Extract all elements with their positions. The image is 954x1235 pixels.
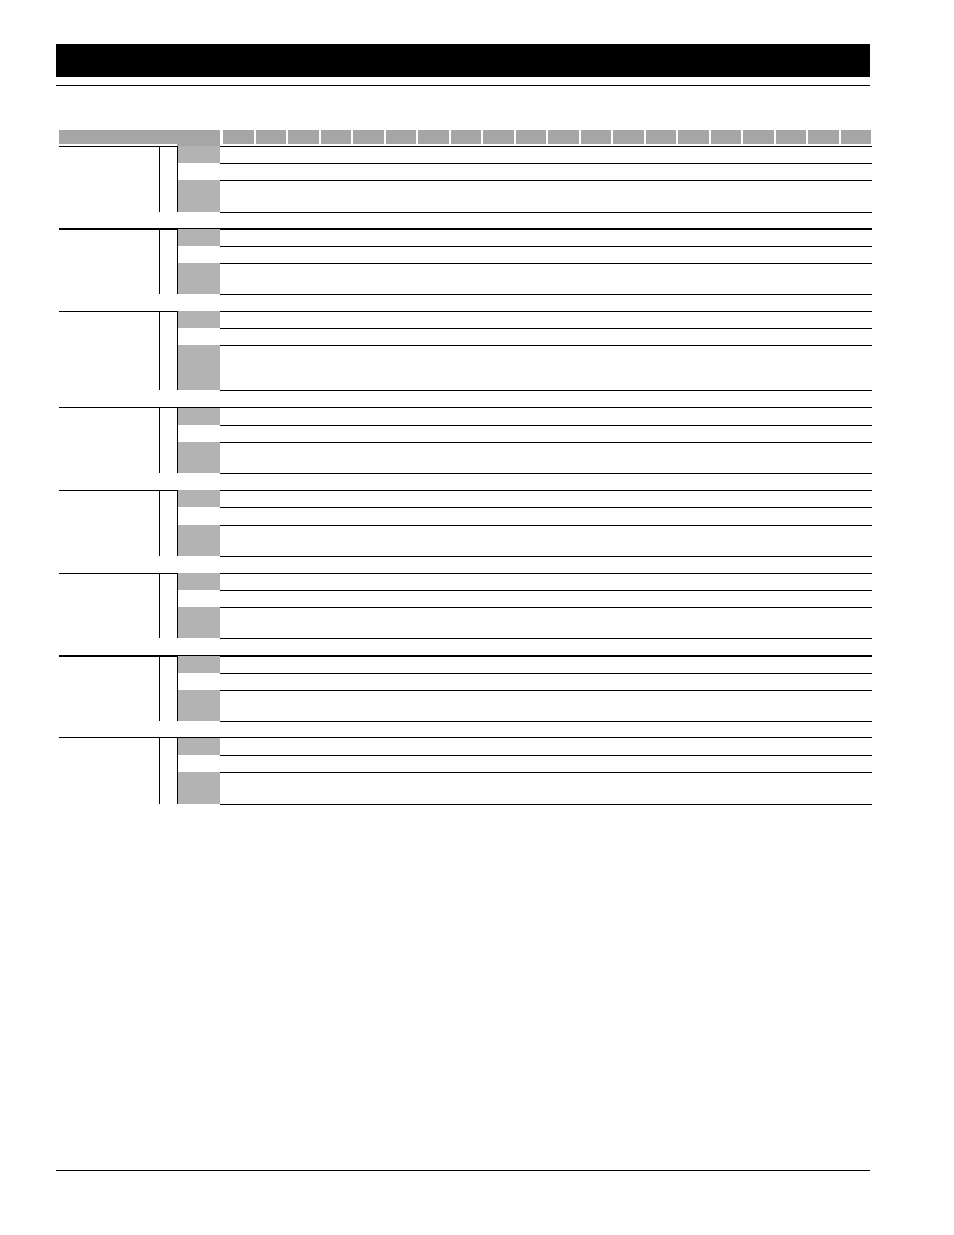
row-shade-cell bbox=[178, 607, 220, 638]
group-vertical-rule bbox=[159, 228, 160, 294]
row-rule bbox=[220, 525, 872, 526]
row-rule bbox=[220, 772, 872, 773]
grid-column-header bbox=[321, 130, 352, 144]
grid-column-header bbox=[451, 130, 482, 144]
row-rule bbox=[220, 328, 872, 329]
row-rule bbox=[220, 263, 872, 264]
group-vertical-rule bbox=[177, 737, 178, 804]
grid-column-header bbox=[581, 130, 612, 144]
row-shade-cell bbox=[178, 656, 220, 673]
grid-column-header bbox=[418, 130, 449, 144]
grid-column-header bbox=[678, 130, 709, 144]
row-rule bbox=[220, 804, 872, 805]
row-rule bbox=[220, 163, 872, 164]
group-vertical-rule bbox=[177, 228, 178, 294]
row-shade-cell bbox=[178, 442, 220, 473]
grid-column-header bbox=[808, 130, 839, 144]
grid-column-header bbox=[743, 130, 774, 144]
row-rule bbox=[220, 442, 872, 443]
group-vertical-rule bbox=[159, 311, 160, 390]
group-vertical-rule bbox=[177, 311, 178, 390]
row-shade-cell bbox=[178, 772, 220, 804]
row-shade-cell bbox=[178, 573, 220, 590]
grid-column-header bbox=[288, 130, 319, 144]
group-vertical-rule bbox=[159, 490, 160, 556]
row-rule bbox=[220, 607, 872, 608]
group-vertical-rule bbox=[159, 573, 160, 638]
row-rule bbox=[220, 590, 872, 591]
row-rule bbox=[220, 556, 872, 557]
group-vertical-rule bbox=[177, 655, 178, 721]
grid-column-header bbox=[483, 130, 514, 144]
grid-column-header bbox=[353, 130, 384, 144]
group-vertical-rule bbox=[177, 146, 178, 212]
row-rule bbox=[220, 638, 872, 639]
grid-column-header bbox=[613, 130, 644, 144]
row-shade-cell bbox=[178, 490, 220, 507]
group-vertical-rule bbox=[177, 573, 178, 638]
row-shade-cell bbox=[178, 180, 220, 212]
row-rule bbox=[220, 212, 872, 213]
group-vertical-rule bbox=[177, 407, 178, 473]
grid-column-header bbox=[711, 130, 742, 144]
row-rule bbox=[220, 673, 872, 674]
grid-column-header bbox=[776, 130, 807, 144]
row-shade-cell bbox=[178, 525, 220, 556]
row-shade-cell bbox=[178, 311, 220, 328]
row-shade-cell bbox=[178, 738, 220, 755]
grid-column-header bbox=[646, 130, 677, 144]
row-shade-cell bbox=[178, 345, 220, 390]
row-rule bbox=[220, 294, 872, 295]
grid-column-header bbox=[256, 130, 287, 144]
row-shade-cell bbox=[178, 690, 220, 721]
row-rule bbox=[220, 345, 872, 346]
row-rule bbox=[220, 246, 872, 247]
row-rule bbox=[220, 180, 872, 181]
row-rule bbox=[220, 507, 872, 508]
grid-header-notch bbox=[177, 130, 220, 146]
row-shade-cell bbox=[178, 146, 220, 163]
grid-column-header bbox=[548, 130, 579, 144]
grid-column-header bbox=[223, 130, 254, 144]
group-tick bbox=[159, 407, 178, 408]
row-shade-cell bbox=[178, 263, 220, 294]
row-rule bbox=[220, 473, 872, 474]
group-vertical-rule bbox=[159, 146, 160, 212]
footer-divider bbox=[56, 1170, 870, 1171]
group-vertical-rule bbox=[159, 407, 160, 473]
grid-column-header bbox=[841, 130, 872, 144]
row-shade-cell bbox=[178, 229, 220, 246]
group-vertical-rule bbox=[159, 655, 160, 721]
row-rule bbox=[220, 690, 872, 691]
grid-column-header bbox=[386, 130, 417, 144]
group-vertical-rule bbox=[177, 490, 178, 556]
row-rule bbox=[220, 390, 872, 391]
row-rule bbox=[220, 755, 872, 756]
row-shade-cell bbox=[178, 408, 220, 425]
row-rule bbox=[220, 425, 872, 426]
group-vertical-rule bbox=[159, 737, 160, 804]
grid-column-header bbox=[516, 130, 547, 144]
row-rule bbox=[220, 721, 872, 722]
